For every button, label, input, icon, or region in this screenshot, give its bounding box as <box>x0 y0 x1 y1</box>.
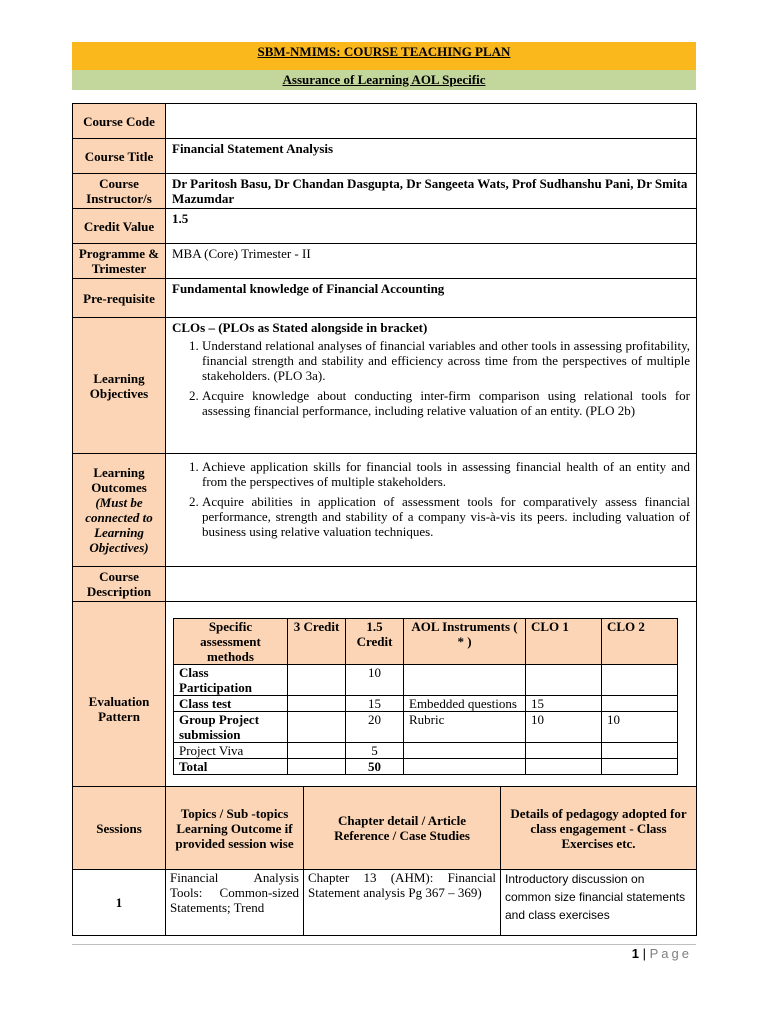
session-topic: Financial Analysis Tools: Common-sized Statements; Trend <box>166 870 304 936</box>
evaluation-table <box>173 618 678 775</box>
eval-cell <box>288 759 346 775</box>
eval-cell <box>404 665 526 696</box>
prerequisite-row <box>73 279 697 318</box>
course-code-value <box>166 104 697 139</box>
evaluation-pattern-label: Evaluation Pattern <box>73 602 166 817</box>
document-title: SBM-NMIMS: COURSE TEACHING PLAN <box>257 44 511 59</box>
eval-header-1-5-credit: 1.5 Credit <box>346 619 404 665</box>
course-title-label: Course Title <box>73 139 166 174</box>
eval-header-method: Specific assessment methods <box>174 619 288 665</box>
eval-cell: 10 <box>602 712 678 743</box>
page-word: Page <box>649 946 692 961</box>
objectives-list <box>172 338 690 418</box>
learning-outcomes-label-cell <box>73 454 166 567</box>
eval-cell <box>404 759 526 775</box>
eval-method-cell: Group Project submission <box>174 712 288 743</box>
aol-subtitle: Assurance of Learning AOL Specific <box>282 72 486 87</box>
outcome-item: 2. Acquire abilities in application of assessment tools for comparatively assess financial performance, strength and stability of a company vis-à-vis its peers. including valuation of business using relative valuation techniques. <box>202 494 690 539</box>
credit-value: 1.5 <box>166 209 697 244</box>
evaluation-pattern-cell <box>166 602 697 817</box>
learning-outcomes-label: Learning Outcomes <box>91 465 147 495</box>
eval-cell <box>602 759 678 775</box>
eval-cell: 5 <box>346 743 404 759</box>
eval-cell <box>404 743 526 759</box>
course-instructor-value: Dr Paritosh Basu, Dr Chandan Dasgupta, Dr Sangeeta Wats, Prof Sudhanshu Pani, Dr Smita Mazumdar <box>166 174 697 209</box>
eval-cell <box>288 712 346 743</box>
outcome-item: 1. Achieve application skills for financial tools in assessing financial health of an entity and from the perspectives of multiple stakeholders. <box>202 459 690 489</box>
prerequisite-label: Pre-requisite <box>73 279 166 318</box>
eval-cell <box>602 743 678 759</box>
course-code-row <box>73 104 697 139</box>
objective-item: 1. Understand relational analyses of financial variables and other tools in assessing profitability, financial strength and stability and efficiency across time from the perspectives of multiple stakeholders. (PLO 3a). <box>202 338 690 383</box>
session-chapter: Chapter 13 (AHM): Financial Statement analysis Pg 367 – 369) <box>304 870 501 936</box>
page-separator: | <box>642 946 646 961</box>
evaluation-pattern-row <box>73 602 697 817</box>
course-title-row <box>73 139 697 174</box>
sessions-header: Sessions <box>73 787 166 870</box>
pedagogy-header: Details of pedagogy adopted for class engagement - Class Exercises etc. <box>501 787 697 870</box>
eval-cell <box>526 743 602 759</box>
eval-cell <box>288 696 346 712</box>
learning-objectives-row <box>73 318 697 454</box>
clo-heading: CLOs – (PLOs as Stated alongside in bracket) <box>172 320 428 335</box>
session-pedagogy: Introductory discussion on common size financial statements and class exercises <box>501 870 697 936</box>
programme-label: Programme & Trimester <box>73 244 166 279</box>
eval-cell <box>602 696 678 712</box>
course-description-value <box>166 567 697 602</box>
chapter-header: Chapter detail / Article Reference / Case Studies <box>304 787 501 870</box>
table-row <box>174 759 678 775</box>
eval-method-cell: Class test <box>174 696 288 712</box>
programme-row <box>73 244 697 279</box>
outcomes-list <box>172 459 690 539</box>
eval-method-cell: Project Viva <box>174 743 288 759</box>
session-row <box>73 870 697 936</box>
sessions-table <box>72 786 697 936</box>
topics-header: Topics / Sub -topics Learning Outcome if provided session wise <box>166 787 304 870</box>
course-code-label: Course Code <box>73 104 166 139</box>
eval-cell <box>288 665 346 696</box>
course-title-value: Financial Statement Analysis <box>166 139 697 174</box>
eval-method-cell: Class Participation <box>174 665 288 696</box>
table-row <box>174 743 678 759</box>
course-instructor-label: Course Instructor/s <box>73 174 166 209</box>
eval-total-value: 50 <box>346 759 404 775</box>
table-row <box>174 712 678 743</box>
eval-header-aol: AOL Instruments ( * ) <box>404 619 526 665</box>
eval-cell: Embedded questions <box>404 696 526 712</box>
course-plan-table <box>72 103 697 817</box>
eval-cell: 10 <box>526 712 602 743</box>
eval-header-clo1: CLO 1 <box>526 619 602 665</box>
eval-cell: 20 <box>346 712 404 743</box>
page-footer <box>632 946 692 961</box>
document-title-banner <box>72 42 696 73</box>
table-row <box>174 696 678 712</box>
table-row <box>174 665 678 696</box>
learning-objectives-cell <box>166 318 697 454</box>
prerequisite-value: Fundamental knowledge of Financial Accounting <box>166 279 697 318</box>
eval-cell: Rubric <box>404 712 526 743</box>
footer-divider <box>72 944 696 945</box>
learning-outcomes-note: (Must be connected to Learning Objectives) <box>85 495 153 555</box>
eval-cell <box>288 743 346 759</box>
course-description-row <box>73 567 697 602</box>
learning-outcomes-cell <box>166 454 697 567</box>
credit-value-row <box>73 209 697 244</box>
course-instructor-row <box>73 174 697 209</box>
eval-header-clo2: CLO 2 <box>602 619 678 665</box>
page-number: 1 <box>631 946 639 961</box>
eval-cell <box>602 665 678 696</box>
objective-item: 2. Acquire knowledge about conducting inter-firm comparison using relational tools for assessing financial performance, including relative valuation of an entity. (PLO 2b) <box>202 388 690 418</box>
eval-header-3-credit: 3 Credit <box>288 619 346 665</box>
course-description-label: Course Description <box>73 567 166 602</box>
programme-value: MBA (Core) Trimester - II <box>166 244 697 279</box>
eval-cell: 10 <box>346 665 404 696</box>
evaluation-header-row <box>174 619 678 665</box>
credit-value-label: Credit Value <box>73 209 166 244</box>
eval-cell: 15 <box>526 696 602 712</box>
eval-cell <box>526 759 602 775</box>
sessions-header-row <box>73 787 697 870</box>
eval-total-label: Total <box>174 759 288 775</box>
eval-cell <box>526 665 602 696</box>
learning-outcomes-row <box>73 454 697 567</box>
aol-subtitle-banner <box>72 70 696 90</box>
session-number: 1 <box>73 870 166 936</box>
eval-cell: 15 <box>346 696 404 712</box>
learning-objectives-label: Learning Objectives <box>73 318 166 454</box>
